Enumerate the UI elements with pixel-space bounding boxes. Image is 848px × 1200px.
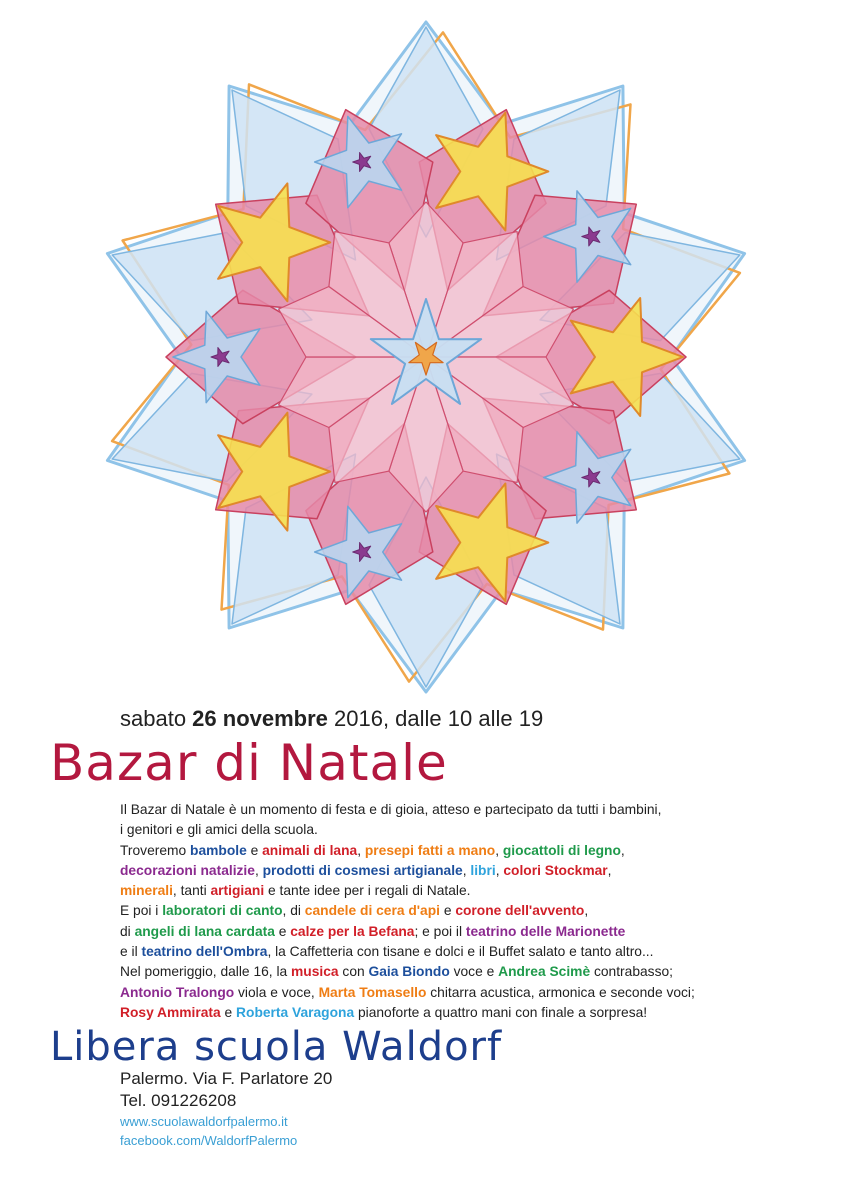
description-text: Nel pomeriggio, dalle 16, la: [120, 964, 292, 980]
phone-number: Tel. 091226208: [120, 1091, 237, 1110]
highlight-text: artigiani: [210, 883, 265, 899]
description-line: [120, 901, 820, 921]
description-text: ,: [584, 903, 589, 919]
description-text: ,: [495, 862, 504, 878]
description-text: e il: [120, 944, 142, 960]
description-text: voce e: [449, 964, 499, 980]
description-text: e: [439, 903, 456, 919]
highlight-text: prodotti di cosmesi artigianale: [262, 862, 463, 878]
highlight-text: Andrea Scimè: [498, 964, 591, 980]
event-description: [120, 800, 820, 1023]
description-text: ; e poi il: [414, 923, 466, 939]
description-text: chitarra acustica, armonica e seconde voci;: [426, 984, 695, 1000]
description-line: [120, 881, 820, 901]
description-text: e: [274, 923, 291, 939]
description-line: [120, 800, 820, 820]
description-text: contrabasso;: [590, 964, 673, 980]
highlight-text: candele di cera d'api: [304, 903, 440, 919]
description-text: ,: [357, 842, 365, 858]
description-text: ,: [495, 842, 503, 858]
highlight-text: Rosy Ammirata: [120, 1004, 221, 1020]
description-line: [120, 841, 820, 861]
highlight-text: calze per la Befana: [290, 923, 415, 939]
description-text: con: [338, 964, 369, 980]
description-line: [120, 983, 820, 1003]
description-line: [120, 942, 820, 962]
description-text: E poi i: [120, 903, 163, 919]
highlight-text: colori Stockmar: [503, 862, 608, 878]
highlight-text: presepi fatti a mano: [364, 842, 496, 858]
highlight-text: musica: [291, 964, 339, 980]
event-date: [120, 706, 543, 732]
description-line: [120, 820, 820, 840]
description-line: [120, 1003, 820, 1023]
address: Palermo. Via F. Parlatore 20: [120, 1069, 333, 1088]
highlight-text: decorazioni natalizie: [120, 862, 255, 878]
highlight-text: Gaia Biondo: [368, 964, 450, 980]
description-text: Troveremo: [120, 842, 191, 858]
highlight-text: Roberta Varagona: [236, 1004, 355, 1020]
description-text: di: [120, 923, 135, 939]
description-text: , tanti: [172, 883, 211, 899]
description-text: Il Bazar di Natale è un momento di festa e di gioia, atteso e partecipato da tutti i bambini,: [120, 802, 662, 817]
description-text: , di: [282, 903, 305, 919]
highlight-text: laboratori di canto: [162, 903, 283, 919]
description-text: ,: [462, 862, 471, 878]
highlight-text: giocattoli di legno: [502, 842, 621, 858]
highlight-text: animali di lana: [262, 842, 358, 858]
highlight-text: bambole: [190, 842, 247, 858]
highlight-text: teatrino delle Marionette: [465, 923, 626, 939]
description-text: pianoforte a quattro mani con finale a sorpresa!: [354, 1004, 648, 1020]
website-link[interactable]: www.scuolawaldorfpalermo.it: [120, 1114, 288, 1129]
highlight-text: Antonio Tralongo: [120, 984, 235, 1000]
description-line: [120, 922, 820, 942]
highlight-text: angeli di lana cardata: [134, 923, 275, 939]
facebook-link[interactable]: facebook.com/WaldorfPalermo: [120, 1133, 298, 1148]
highlight-text: Marta Tomasello: [318, 984, 427, 1000]
school-name: Libera scuola Waldorf: [50, 1024, 503, 1070]
page-title: Bazar di Natale: [50, 734, 448, 792]
description-text: , la Caffetteria con tisane e dolci e il Buffet salato e tanto altro...: [267, 944, 654, 960]
highlight-text: libri: [470, 862, 496, 878]
highlight-text: teatrino dell'Ombra: [141, 944, 268, 960]
description-text: e: [220, 1004, 237, 1020]
description-text: viola e voce,: [234, 984, 319, 1000]
description-text: ,: [254, 862, 263, 878]
date-day: 26 novembre: [192, 706, 328, 731]
description-line: [120, 962, 820, 982]
date-suffix: 2016, dalle 10 alle 19: [327, 706, 544, 731]
description-line: [120, 861, 820, 881]
highlight-text: minerali: [120, 883, 173, 899]
description-text: i genitori e gli amici della scuola.: [120, 822, 318, 838]
description-text: ,: [620, 842, 625, 858]
highlight-text: corone dell'avvento: [455, 903, 585, 919]
contact-info: [120, 1068, 332, 1150]
description-text: e: [246, 842, 263, 858]
description-text: ,: [607, 862, 612, 878]
date-prefix: sabato: [120, 706, 193, 731]
description-text: e tante idee per i regali di Natale.: [264, 883, 471, 899]
star-mandala-drawing: [96, 12, 756, 702]
